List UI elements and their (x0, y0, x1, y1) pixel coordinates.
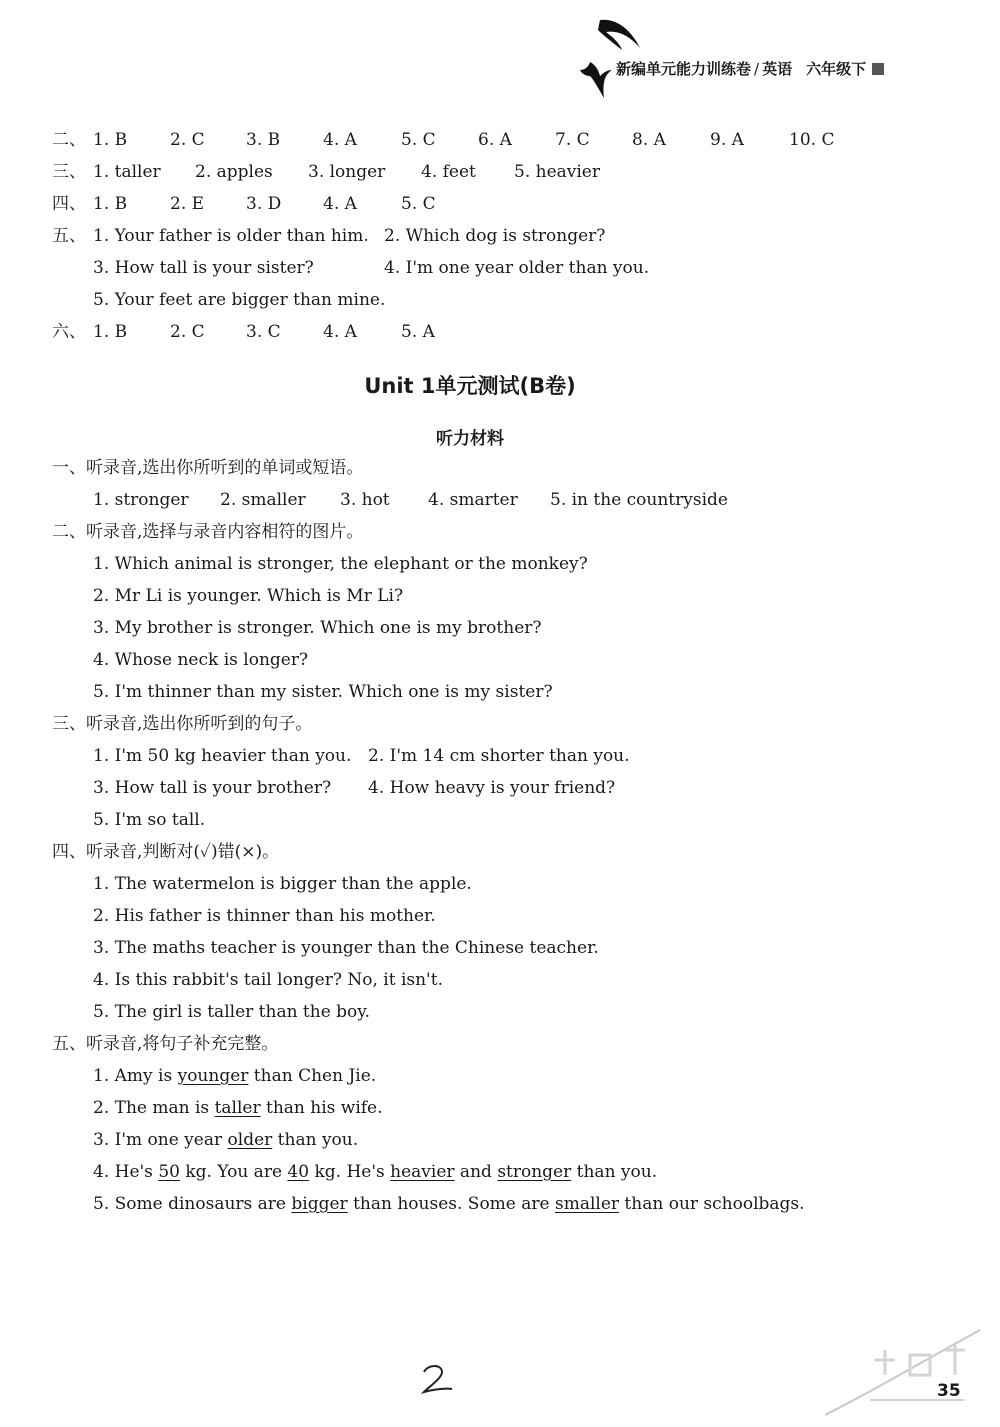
list-item: 5. I'm thinner than my sister. Which one is my sister? (93, 682, 553, 702)
sentence-text: 5. Some dinosaurs are (93, 1194, 292, 1214)
answer-row-6 (52, 320, 952, 344)
answer-item: 1. B (93, 130, 128, 150)
list-item: 2. I'm 14 cm shorter than you. (368, 746, 630, 766)
answer-row-4 (52, 192, 952, 216)
fill-sentence (93, 1064, 376, 1088)
list-item: 3. The maths teacher is younger than the Chinese teacher. (93, 938, 599, 958)
answer-item: 4. A (323, 130, 357, 150)
section-label: 二、 (52, 130, 86, 150)
answer-item: 2. C (170, 130, 205, 150)
answer-row-3 (52, 160, 952, 184)
filled-answer: smaller (554, 1194, 620, 1214)
answer-item: 10. C (789, 130, 835, 150)
part3-row-1 (52, 744, 932, 768)
answer-item: 2. Which dog is stronger? (384, 226, 606, 246)
list-item: 4. How heavy is your friend? (368, 778, 616, 798)
answer-item: 5. A (401, 322, 435, 342)
answer-item: 1. B (93, 322, 128, 342)
answer-row-5c (52, 288, 952, 312)
list-item: 3. My brother is stronger. Which one is my brother? (93, 618, 542, 638)
filled-answer: younger (177, 1066, 249, 1086)
list-item: 1. The watermelon is bigger than the apple. (93, 874, 472, 894)
filled-answer: heavier (390, 1162, 455, 1182)
answer-item: 6. A (478, 130, 512, 150)
section-label: 三、 (52, 162, 86, 182)
sentence-text: 3. I'm one year (93, 1130, 228, 1150)
part1-items (52, 488, 932, 512)
sentence-text: than our schoolbags. (619, 1194, 805, 1214)
list-item: 1. I'm 50 kg heavier than you. (93, 746, 352, 766)
answer-item: 5. C (401, 130, 436, 150)
sentence-text: than you. (571, 1162, 658, 1182)
page-header (560, 14, 980, 104)
filled-answer: 40 (287, 1162, 310, 1182)
header-title (616, 58, 884, 79)
sentence-text: than his wife. (260, 1098, 383, 1118)
page-number: 35 (937, 1381, 961, 1401)
list-item: 5. in the countryside (550, 490, 728, 510)
sentence-text: than Chen Jie. (248, 1066, 377, 1086)
watermark-icon (815, 1320, 985, 1420)
list-item: 4. smarter (428, 490, 518, 510)
answer-item: 2. C (170, 322, 205, 342)
answer-item: 3. D (246, 194, 282, 214)
answer-row-2 (52, 128, 952, 152)
fill-sentence (93, 1096, 383, 1120)
answer-item: 4. feet (421, 162, 476, 182)
answer-item: 3. C (246, 322, 281, 342)
sentence-text: than houses. Some are (347, 1194, 555, 1214)
answer-item: 4. A (323, 322, 357, 342)
answer-item: 4. A (323, 194, 357, 214)
list-item: 5. I'm so tall. (93, 810, 206, 830)
part4-heading: 四、听录音,判断对(✓)错(×)。 (52, 842, 280, 862)
section-label: 五、 (52, 226, 86, 246)
fill-sentence (93, 1160, 657, 1184)
header-separator: / (754, 60, 760, 78)
series-title: 新编单元能力训练卷 (616, 60, 752, 78)
part2-heading: 二、听录音,选择与录音内容相符的图片。 (52, 522, 364, 542)
sentence-text: kg. You are (179, 1162, 288, 1182)
listening-title: 听力材料 (436, 429, 504, 449)
square-mark-icon (872, 63, 884, 75)
answer-item: 9. A (710, 130, 744, 150)
answer-row-5 (52, 224, 952, 248)
part3-row-2 (52, 776, 932, 800)
list-item: 2. His father is thinner than his mother. (93, 906, 436, 926)
answer-item: 1. taller (93, 162, 161, 182)
answer-item: 1. Your father is older than him. (93, 226, 369, 246)
fill-sentence (93, 1192, 805, 1216)
answer-item: 5. Your feet are bigger than mine. (93, 290, 386, 310)
filled-answer: bigger (291, 1194, 348, 1214)
answer-item: 3. B (246, 130, 281, 150)
subject-label: 英语 (762, 60, 793, 78)
filled-answer: stronger (497, 1162, 572, 1182)
sentence-text: 1. Amy is (93, 1066, 178, 1086)
list-item: 5. The girl is taller than the boy. (93, 1002, 371, 1022)
answer-item: 5. C (401, 194, 436, 214)
answer-item: 7. C (555, 130, 590, 150)
section-label: 六、 (52, 322, 86, 342)
answer-item: 3. How tall is your sister? (93, 258, 314, 278)
answer-item: 8. A (632, 130, 666, 150)
sentence-text: than you. (272, 1130, 359, 1150)
filled-answer: taller (214, 1098, 261, 1118)
answer-row-5b (52, 256, 952, 280)
list-item: 2. smaller (220, 490, 306, 510)
list-item: 4. Whose neck is longer? (93, 650, 309, 670)
list-item: 3. How tall is your brother? (93, 778, 332, 798)
filled-answer: 50 (158, 1162, 180, 1182)
sentence-text: and (454, 1162, 498, 1182)
answer-item: 2. apples (195, 162, 273, 182)
fill-sentence (93, 1128, 358, 1152)
answer-item: 4. I'm one year older than you. (384, 258, 650, 278)
answer-item: 5. heavier (514, 162, 600, 182)
grade-label: 六年级下 (806, 60, 867, 78)
section-label: 四、 (52, 194, 86, 214)
answer-item: 2. E (170, 194, 205, 214)
part5-heading: 五、听录音,将句子补充完整。 (52, 1034, 279, 1054)
answer-item: 1. B (93, 194, 128, 214)
list-item: 1. stronger (93, 490, 189, 510)
sentence-text: kg. He's (309, 1162, 391, 1182)
handwritten-mark-icon (418, 1362, 458, 1396)
list-item: 1. Which animal is stronger, the elephant or the monkey? (93, 554, 588, 574)
sentence-text: 4. He's (93, 1162, 159, 1182)
part3-heading: 三、听录音,选出你所听到的句子。 (52, 714, 313, 734)
list-item: 4. Is this rabbit's tail longer? No, it isn't. (93, 970, 443, 990)
part1-heading: 一、听录音,选出你所听到的单词或短语。 (52, 458, 364, 478)
list-item: 3. hot (340, 490, 390, 510)
unit-title: Unit 1单元测试(B卷) (364, 374, 576, 398)
list-item: 2. Mr Li is younger. Which is Mr Li? (93, 586, 404, 606)
answer-item: 3. longer (308, 162, 386, 182)
filled-answer: older (227, 1130, 273, 1150)
sentence-text: 2. The man is (93, 1098, 215, 1118)
